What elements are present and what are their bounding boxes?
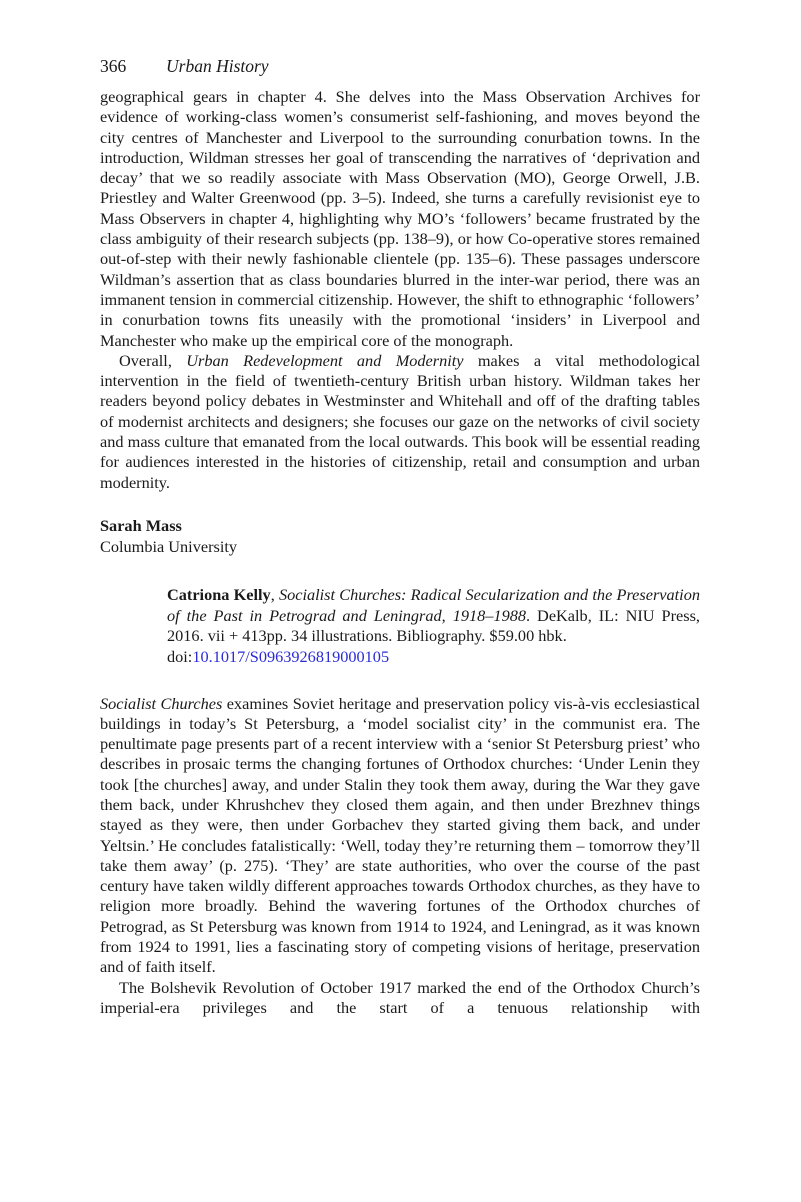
- previous-review-paragraph-2: [100, 351, 700, 493]
- review-paragraph-1: [100, 694, 700, 978]
- journal-title: Urban History: [166, 56, 269, 76]
- page-number: 366: [100, 56, 127, 76]
- book-title-italic: Urban Redevelopment and Modernity: [186, 350, 464, 370]
- reviewer-affiliation: Columbia University: [100, 536, 238, 556]
- review-paragraph-2: The Bolshevik Revolution of October 1917 marked the end of the Orthodox Church’s imperial-era privileges and the start of a tenuous relationship with: [100, 977, 700, 1017]
- journal-page: [100, 54, 700, 1018]
- citation-separator: ,: [270, 585, 279, 605]
- previous-review-paragraph-1: geographical gears in chapter 4. She delves into the Mass Observation Archives for evidence of working-class women’s consumerist self-fashioning, and moves beyond the city centres of Manchester and Liverpool to the surrounding conurbation towns. In the introduction, Wildman stresses her goal of transcending the narratives of ‘deprivation and decay’ that we so readily associate with Mass Observation (MO), George Orwell, J.B. Priestley and Walter Greenwood (pp. 3–5). Indeed, she turns a carefully revisionist eye to Mass Observers in chapter 4, highlighting why MO’s ‘followers’ became frustrated by the class ambiguity of their research subjects (pp. 138–9), or how Co-operative stores remained out-of-step with their newly fashionable clientele (pp. 135–6). These passages underscore Wildman’s assertion that as class boundaries blurred in the inter-war period, there was an immanent tension in commercial citizenship. However, the shift to ethnographic ‘followers’ in conurbation towns fits uneasily with the promotional ‘insiders’ in Liverpool and Manchester who make up the empirical core of the monograph.: [100, 87, 700, 350]
- running-head: [100, 54, 700, 78]
- reviewer-signature: [100, 516, 700, 557]
- book-citation: [167, 585, 700, 667]
- paragraph-lead: Overall,: [119, 350, 187, 370]
- paragraph-body: examines Soviet heritage and preservation policy vis-à-vis ecclesiastical buildings in today’s St Petersburg, a ‘model socialist city’ in the communist era. The penultimate page presents part of a recent interview with a ‘senior St Petersburg priest’ who describes in prosaic terms the changing fortunes of Orthodox churches: ‘Under Lenin they took [the churches] away, and under Stalin they took them away, during the War they gave them back, under Khrushchev they closed them again, and then under Brezhnev things stayed as they were, then under Gorbachev they started giving them back, and under Yeltsin.’ He concludes fatalistically: ‘Well, today they’re returning them – tomorrow they’ll take them away’ (p. 275). ‘They’ are state authorities, who over the course of the past century have taken wildly different approaches towards Orthodox churches, as they have to religion more broadly. Behind the wavering fortunes of the Orthodox churches of Petrograd, as St Petersburg was known from 1914 to 1924, and Leningrad, as it was known from 1924 to 1991, lies a fascinating story of competing visions of heritage, preservation and of faith itself.: [100, 693, 701, 977]
- book-title: Socialist Churches: Radical Secularization and the Preservation of the Past in Petrograd and Leningrad, 1918–1988: [167, 585, 700, 625]
- doi-link[interactable]: 10.1017/S0963926819000105: [192, 646, 390, 666]
- publication-details: . DeKalb, IL: NIU Press, 2016. vii + 413pp. 34 illustrations. Bibliography. $59.00 hbk.: [167, 605, 700, 646]
- doi-prefix: doi:: [167, 646, 193, 666]
- paragraph-body: makes a vital methodological intervention in the field of twentieth-century British urban history. Wildman takes her readers beyond policy debates in Westminster and Whitehall and off of the drafting tables of modernist architects and designers; she focuses our gaze on the networks of civil society and mass culture that emanated from the local outwards. This book will be essential reading for audiences interested in the histories of citizenship, retail and consumption and urban modernity.: [100, 350, 700, 492]
- reviewer-name: Sarah Mass: [100, 515, 182, 535]
- book-author: Catriona Kelly: [167, 585, 271, 605]
- book-title-italic: Socialist Churches: [100, 693, 223, 713]
